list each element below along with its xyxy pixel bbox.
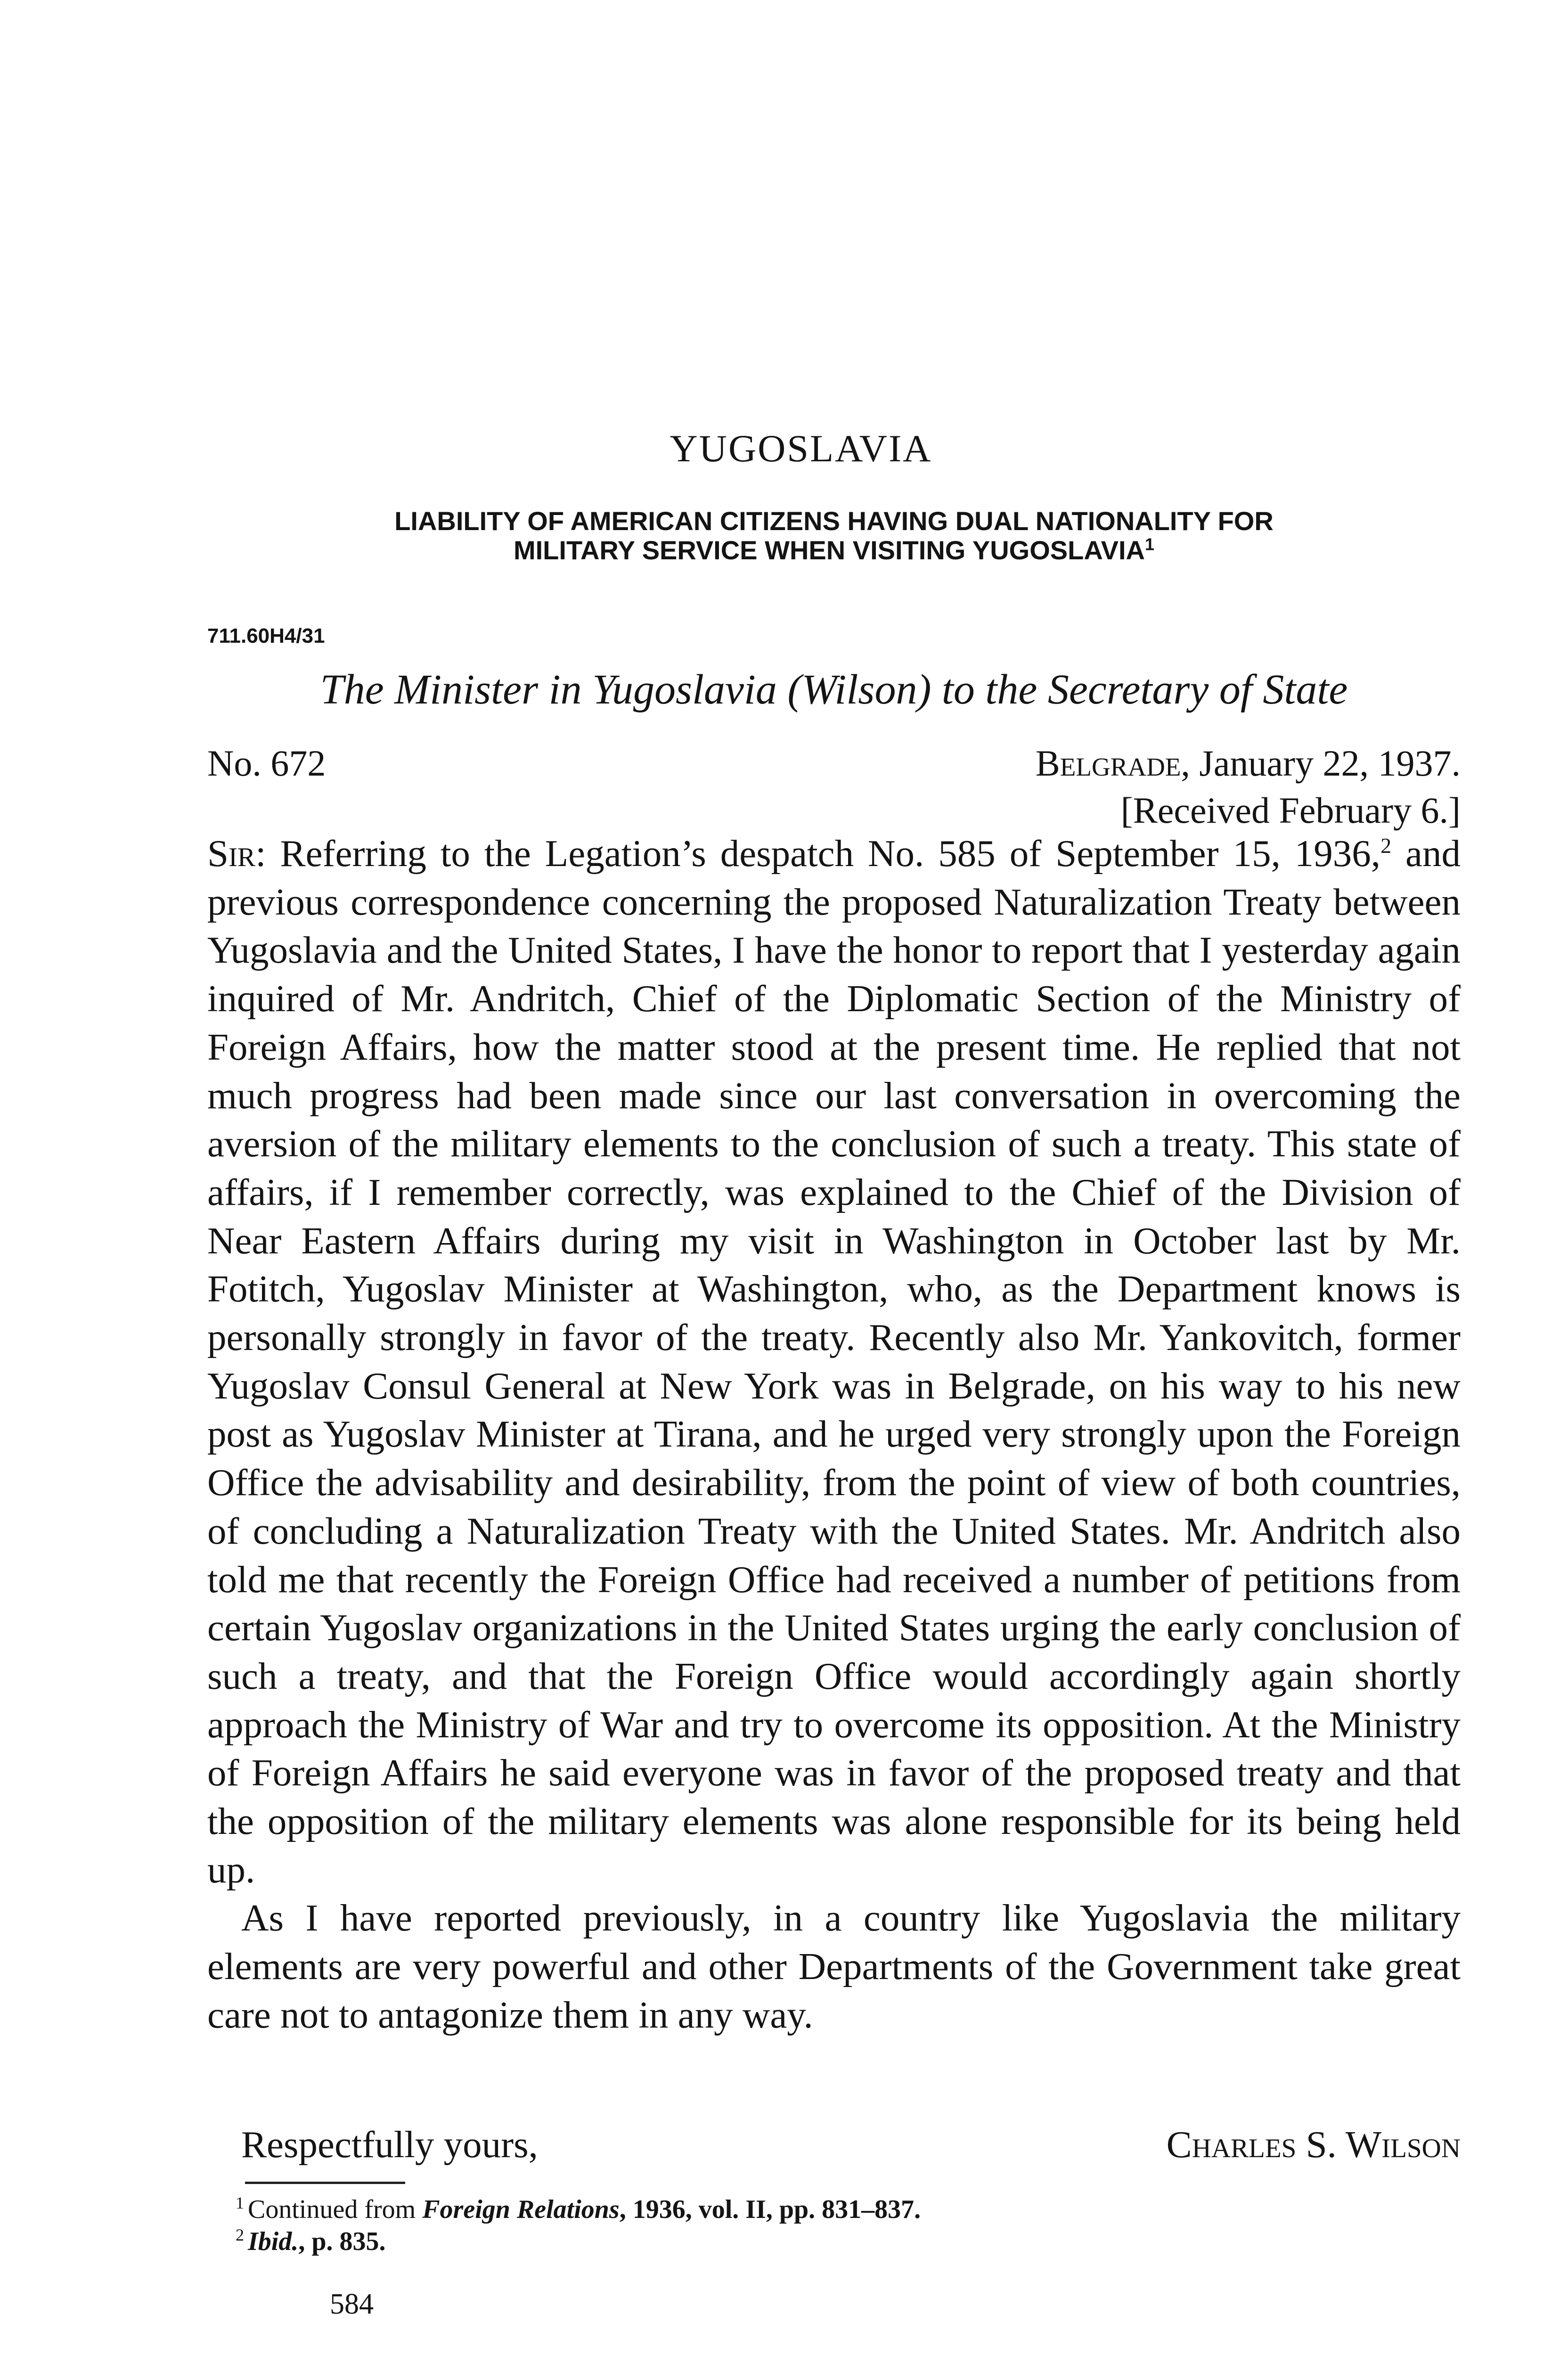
footnote-1-mark: 1 — [236, 2193, 244, 2213]
footnote-2-reference: 2 — [1380, 834, 1392, 858]
subject-footnote-marker: 1 — [1144, 534, 1155, 554]
letter-body — [207, 829, 1461, 2039]
footnote-2-pages: , p. 835. — [298, 2227, 386, 2256]
country-heading: YUGOSLAVIA — [670, 427, 932, 470]
file-number: 711.60H4/31 — [207, 624, 325, 647]
footnote-1-text-before: Continued from — [248, 2195, 423, 2224]
document-title: The Minister in Yugoslavia (Wilson) to the Secretary of State — [320, 666, 1348, 713]
paragraph-1-part-1: : Referring to the Legation’s despatch No. 585 of September 15, 1936, — [255, 832, 1381, 875]
despatch-number: No. 672 — [207, 743, 326, 784]
footnote-divider — [245, 2182, 405, 2184]
footnote-1 — [236, 2193, 1413, 2225]
subject-heading — [207, 507, 1461, 565]
footnote-1-source-title: Foreign Relations — [422, 2195, 620, 2224]
footnote-2-source: Ibid. — [248, 2227, 299, 2256]
paragraph-1-part-2: and previous correspondence concerning the proposed Naturalization Treaty between Yugoslavia and the United States, I have the honor to report that I yesterday again inquired of Mr. Andritch, Chief of the Diplomatic Section of the Ministry of Foreign Affairs, how the matter stood at the present time. He replied that not much progress had been made since our last conversation in overcoming the aversion of the military elements to the conclusion of such a treaty. This state of affairs, if I remember correctly, was explained to the Chief of the Division of Near Eastern Affairs during my visit in Washington in October last by Mr. Fotitch, Yugoslav Minister at Washington, who, as the Department knows is personally strongly in favor of the treaty. Recently also Mr. Yankovitch, former Yugoslav Consul General at New York was in Belgrade, on his way to his new post as Yugoslav Minister at Tirana, and he urged very strongly upon the Foreign Office the advisability and desirability, from the point of view of both countries, of concluding a Naturalization Treaty with the United States. Mr. Andritch also told me that recently the Foreign Office had received a number of petitions from certain Yugoslav organizations in the United States urging the early conclusion of such a treaty, and that the Foreign Office would accordingly again shortly approach the Ministry of War and try to overcome its opposition. At the Ministry of Foreign Affairs he said everyone was in favor of the proposed treaty and that the opposition of the military elements was alone responsible for its being held up. — [207, 832, 1461, 1891]
page-number: 584 — [330, 2288, 374, 2320]
place-and-date — [801, 742, 1461, 785]
signature: Charles S. Wilson — [1166, 2123, 1461, 2166]
subject-line-2 — [207, 536, 1461, 565]
salutation: Sir — [207, 832, 256, 875]
footnote-2-mark: 2 — [236, 2225, 244, 2245]
footnote-1-pages: , pp. 831–837. — [766, 2195, 921, 2224]
date: , January 22, 1937. — [1181, 743, 1461, 784]
footnote-1-text-after: , 1936, vol. — [619, 2195, 746, 2224]
subject-line-1: LIABILITY OF AMERICAN CITIZENS HAVING DUAL NATIONALITY FOR — [394, 506, 1274, 536]
paragraph-1 — [207, 829, 1461, 1894]
paragraph-2: As I have reported previously, in a country like Yugoslavia the military elements are very powerful and other Departments of the Government take great care not to antagonize them in any way. — [207, 1897, 1461, 2036]
footnote-1-volume: II — [745, 2195, 766, 2224]
subject-line-2-text: MILITARY SERVICE WHEN VISITING YUGOSLAVIA — [513, 535, 1145, 565]
footnote-2 — [236, 2225, 1413, 2258]
closing-phrase: Respectfully yours, — [241, 2123, 538, 2166]
received-date: [Received February 6.] — [1120, 790, 1461, 831]
footnotes — [236, 2193, 1413, 2258]
place: Belgrade — [1035, 743, 1181, 784]
